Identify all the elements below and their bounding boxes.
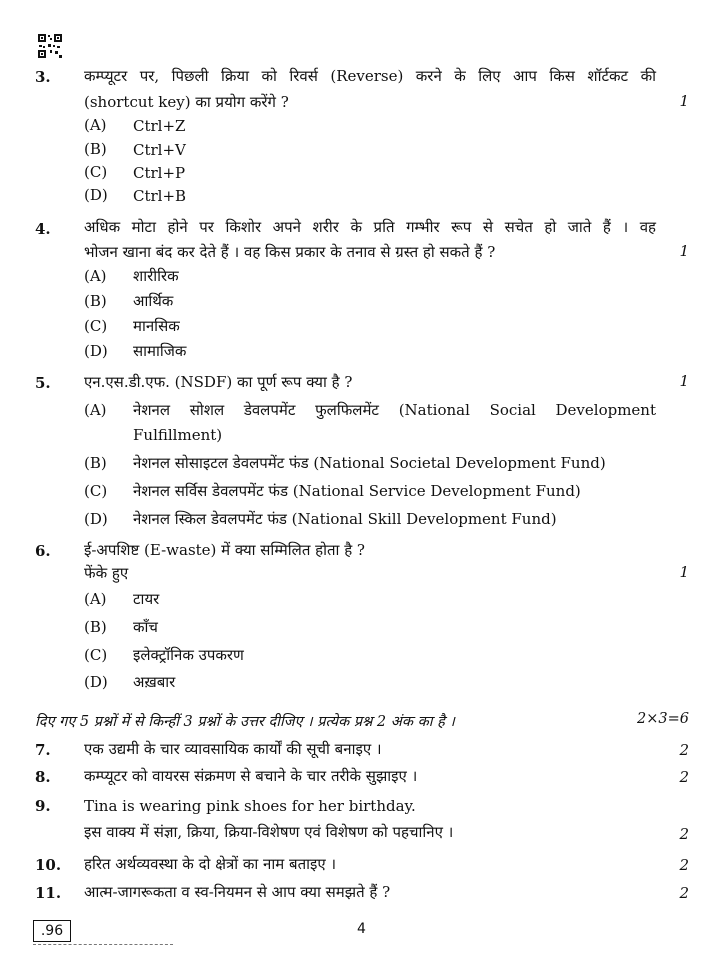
section-marks: 2×3=6	[637, 711, 689, 727]
section-instruction: दिए गए 5 प्रश्नों में से किन्हीं 3 प्रश्नों के उत्तर दीजिए । प्रत्येक प्रश्न 2 अंक का है ।	[35, 714, 455, 730]
question-number: 5.	[35, 374, 51, 392]
page-number: 4	[357, 921, 366, 937]
qr-code-icon	[38, 34, 62, 58]
question-marks: 1	[679, 242, 689, 260]
option-text: नेशनल सोसाइटल डेवलपमेंट फंड (National Societal Development Fund)	[133, 454, 606, 472]
option-text: इलेक्ट्रॉनिक उपकरण	[133, 646, 244, 664]
option-text: नेशनल सोशल डेवलपमेंट फुलफिलमेंट (National Social Development	[133, 401, 656, 419]
option-label: (D)	[84, 186, 108, 204]
question-number: 10.	[35, 856, 62, 874]
question-marks: 2	[679, 856, 689, 874]
question-marks: 2	[679, 741, 689, 759]
question-number: 7.	[35, 741, 51, 759]
option-label: (B)	[84, 618, 107, 636]
question-marks: 2	[679, 768, 689, 786]
question-text: कम्प्यूटर को वायरस संक्रमण से बचाने के चार तरीके सुझाइए ।	[84, 767, 418, 785]
option-text: मानसिक	[133, 317, 180, 335]
question-text: एक उद्यमी के चार व्यावसायिक कार्यों की सूची बनाइए ।	[84, 740, 382, 758]
option-label: (C)	[84, 163, 108, 181]
option-label: (A)	[84, 267, 107, 285]
option-text: काँच	[133, 618, 158, 636]
option-label: (C)	[84, 646, 108, 664]
option-text: अख़बार	[133, 673, 176, 691]
option-text: सामाजिक	[133, 342, 187, 360]
option-label: (B)	[84, 292, 107, 310]
question-text-line1: कम्प्यूटर पर, पिछली क्रिया को रिवर्स (Reverse) करने के लिए आप किस शॉर्टकट की	[84, 67, 656, 85]
question-marks: 1	[679, 372, 689, 390]
paper-code: .96	[33, 920, 71, 942]
option-text-line2: Fulfillment)	[133, 426, 223, 444]
question-text-line2: फेंके हुए	[84, 564, 129, 582]
option-text: Ctrl+B	[133, 187, 187, 205]
question-text-line2: इस वाक्य में संज्ञा, क्रिया, क्रिया-विशेषण एवं विशेषण को पहचानिए ।	[84, 823, 454, 841]
question-text: हरित अर्थव्यवस्था के दो क्षेत्रों का नाम बताइए ।	[84, 855, 337, 873]
question-text-line2: (shortcut key) का प्रयोग करेंगे ?	[84, 93, 289, 111]
option-label: (D)	[84, 342, 108, 360]
option-text: Ctrl+V	[133, 141, 186, 159]
footer-divider	[33, 944, 173, 947]
question-marks: 2	[679, 825, 689, 843]
option-text: Ctrl+P	[133, 164, 186, 182]
option-label: (A)	[84, 590, 107, 608]
option-text: शारीरिक	[133, 267, 179, 285]
option-label: (B)	[84, 140, 107, 158]
option-label: (B)	[84, 454, 107, 472]
option-text: नेशनल सर्विस डेवलपमेंट फंड (National Service Development Fund)	[133, 482, 581, 500]
question-text-line1: एन.एस.डी.एफ. (NSDF) का पूर्ण रूप क्या है ?	[84, 373, 353, 391]
option-label: (A)	[84, 116, 107, 134]
option-text: नेशनल स्किल डेवलपमेंट फंड (National Skill Development Fund)	[133, 510, 557, 528]
question-marks: 1	[679, 92, 689, 110]
question-number: 3.	[35, 68, 51, 86]
option-label: (D)	[84, 673, 108, 691]
option-label: (A)	[84, 401, 107, 419]
question-number: 9.	[35, 797, 51, 815]
question-marks: 1	[679, 563, 689, 581]
option-text: Ctrl+Z	[133, 117, 186, 135]
option-label: (D)	[84, 510, 108, 528]
question-text-line1: ई-अपशिष्ट (E-waste) में क्या सम्मिलित होता है ?	[84, 541, 365, 559]
question-number: 4.	[35, 220, 51, 238]
question-number: 8.	[35, 768, 51, 786]
option-text: आर्थिक	[133, 292, 174, 310]
question-text-line1: अधिक मोटा होने पर किशोर अपने शरीर के प्रति गम्भीर रूप से सचेत हो जाते हैं । वह	[84, 218, 656, 236]
question-text: Tina is wearing pink shoes for her birthday.	[84, 797, 416, 815]
question-text-line2: भोजन खाना बंद कर देते हैं । वह किस प्रकार के तनाव से ग्रस्त हो सकते हैं ?	[84, 243, 496, 261]
question-text: आत्म-जागरूकता व स्व-नियमन से आप क्या समझते हैं ?	[84, 883, 391, 901]
option-label: (C)	[84, 317, 108, 335]
question-number: 11.	[35, 884, 62, 902]
question-marks: 2	[679, 884, 689, 902]
question-number: 6.	[35, 542, 51, 560]
option-label: (C)	[84, 482, 108, 500]
option-text: टायर	[133, 590, 160, 608]
